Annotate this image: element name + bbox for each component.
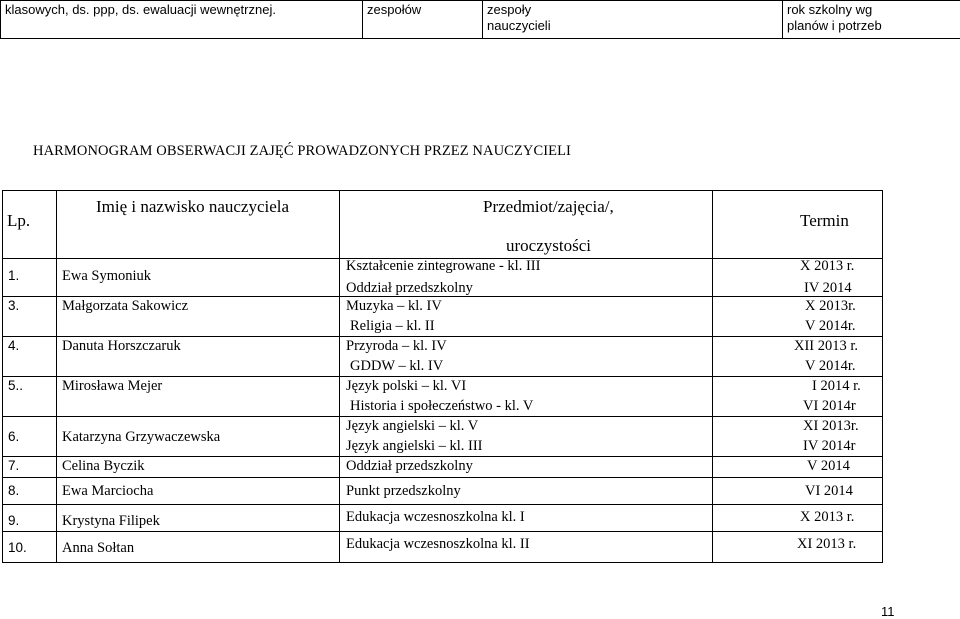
row-teacher-name: Mirosława Mejer <box>62 378 163 394</box>
row-term: I 2014 r. <box>812 378 861 394</box>
table-border <box>339 190 340 563</box>
row-term: XI 2013r. <box>803 418 859 434</box>
row-subject: Język polski – kl. VI <box>346 378 467 394</box>
row-lp: 8. <box>8 483 20 498</box>
row-lp: 5.. <box>8 378 24 393</box>
table-border <box>2 190 3 563</box>
header-teacher-name: Imię i nazwisko nauczyciela <box>96 197 290 216</box>
row-lp: 3. <box>8 298 20 313</box>
row-subject: Historia i społeczeństwo - kl. V <box>350 398 534 414</box>
row-term: XII 2013 r. <box>794 338 859 354</box>
row-subject: Muzyka – kl. IV <box>346 298 442 314</box>
row-term: VI 2014r <box>803 398 856 414</box>
row-teacher-name: Katarzyna Grzywaczewska <box>62 429 221 445</box>
row-teacher-name: Ewa Marciocha <box>62 483 154 499</box>
header-lp: Lp. <box>7 211 31 230</box>
table-border <box>2 477 883 478</box>
header-term: Termin <box>800 211 849 230</box>
row-subject: Przyroda – kl. IV <box>346 338 447 354</box>
row-subject: Kształcenie zintegrowane - kl. III <box>346 258 541 274</box>
row-subject: Język angielski – kl. V <box>346 418 479 434</box>
row-teacher-name: Ewa Symoniuk <box>62 268 152 284</box>
row-subject: Edukacja wczesnoszkolna kl. I <box>346 509 525 525</box>
table-border <box>2 376 883 377</box>
row-subject: Religia – kl. II <box>350 318 435 334</box>
row-subject: Punkt przedszkolny <box>346 483 461 499</box>
row-term: IV 2014r <box>803 438 856 454</box>
row-lp: 10. <box>8 540 27 555</box>
fragment-cell-2: zespołów <box>363 1 483 39</box>
page-number: 11 <box>881 604 895 619</box>
row-term: V 2014r. <box>805 358 856 374</box>
row-teacher-name: Anna Sołtan <box>62 540 135 556</box>
row-term: IV 2014 <box>804 280 852 296</box>
row-term: V 2014r. <box>805 318 856 334</box>
header-subject: Przedmiot/zajęcia/, <box>483 197 614 216</box>
row-term: X 2013 r. <box>800 509 855 525</box>
table-border <box>56 190 57 563</box>
row-teacher-name: Danuta Horszczaruk <box>62 338 181 354</box>
row-subject: Oddział przedszkolny <box>346 280 473 296</box>
row-teacher-name: Małgorzata Sakowicz <box>62 298 189 314</box>
fragment-cell-1: klasowych, ds. ppp, ds. ewaluacji wewnętrznej. <box>1 1 363 39</box>
row-lp: 1. <box>8 268 20 283</box>
document-title: HARMONOGRAM OBSERWACJI ZAJĘĆ PROWADZONYCH PRZEZ NAUCZYCIELI <box>33 143 571 159</box>
row-teacher-name: Krystyna Filipek <box>62 513 160 529</box>
table-border <box>2 416 883 417</box>
row-subject: GDDW – kl. IV <box>350 358 444 374</box>
table-border <box>2 336 883 337</box>
row-term: XI 2013 r. <box>797 536 857 552</box>
table-border <box>2 504 883 505</box>
row-lp: 6. <box>8 429 20 444</box>
previous-table-fragment <box>0 0 960 39</box>
row-term: X 2013r. <box>805 298 856 314</box>
row-subject: Edukacja wczesnoszkolna kl. II <box>346 536 530 552</box>
row-subject: Język angielski – kl. III <box>346 438 483 454</box>
table-border <box>2 456 883 457</box>
fragment-cell-3: zespoły nauczycieli <box>483 1 783 39</box>
row-lp: 9. <box>8 513 20 528</box>
table-border <box>882 190 883 563</box>
row-term: VI 2014 <box>805 483 853 499</box>
table-border <box>2 562 883 563</box>
fragment-cell-4: rok szkolny wg planów i potrzeb <box>783 1 960 39</box>
row-teacher-name: Celina Byczik <box>62 458 145 474</box>
table-border <box>2 190 883 191</box>
header-subject-cont: uroczystości <box>506 236 591 255</box>
table-border <box>712 190 713 563</box>
row-lp: 7. <box>8 458 20 473</box>
row-term: V 2014 <box>807 458 850 474</box>
row-subject: Oddział przedszkolny <box>346 458 473 474</box>
row-lp: 4. <box>8 338 20 353</box>
table-border <box>2 531 883 532</box>
row-term: X 2013 r. <box>800 258 855 274</box>
